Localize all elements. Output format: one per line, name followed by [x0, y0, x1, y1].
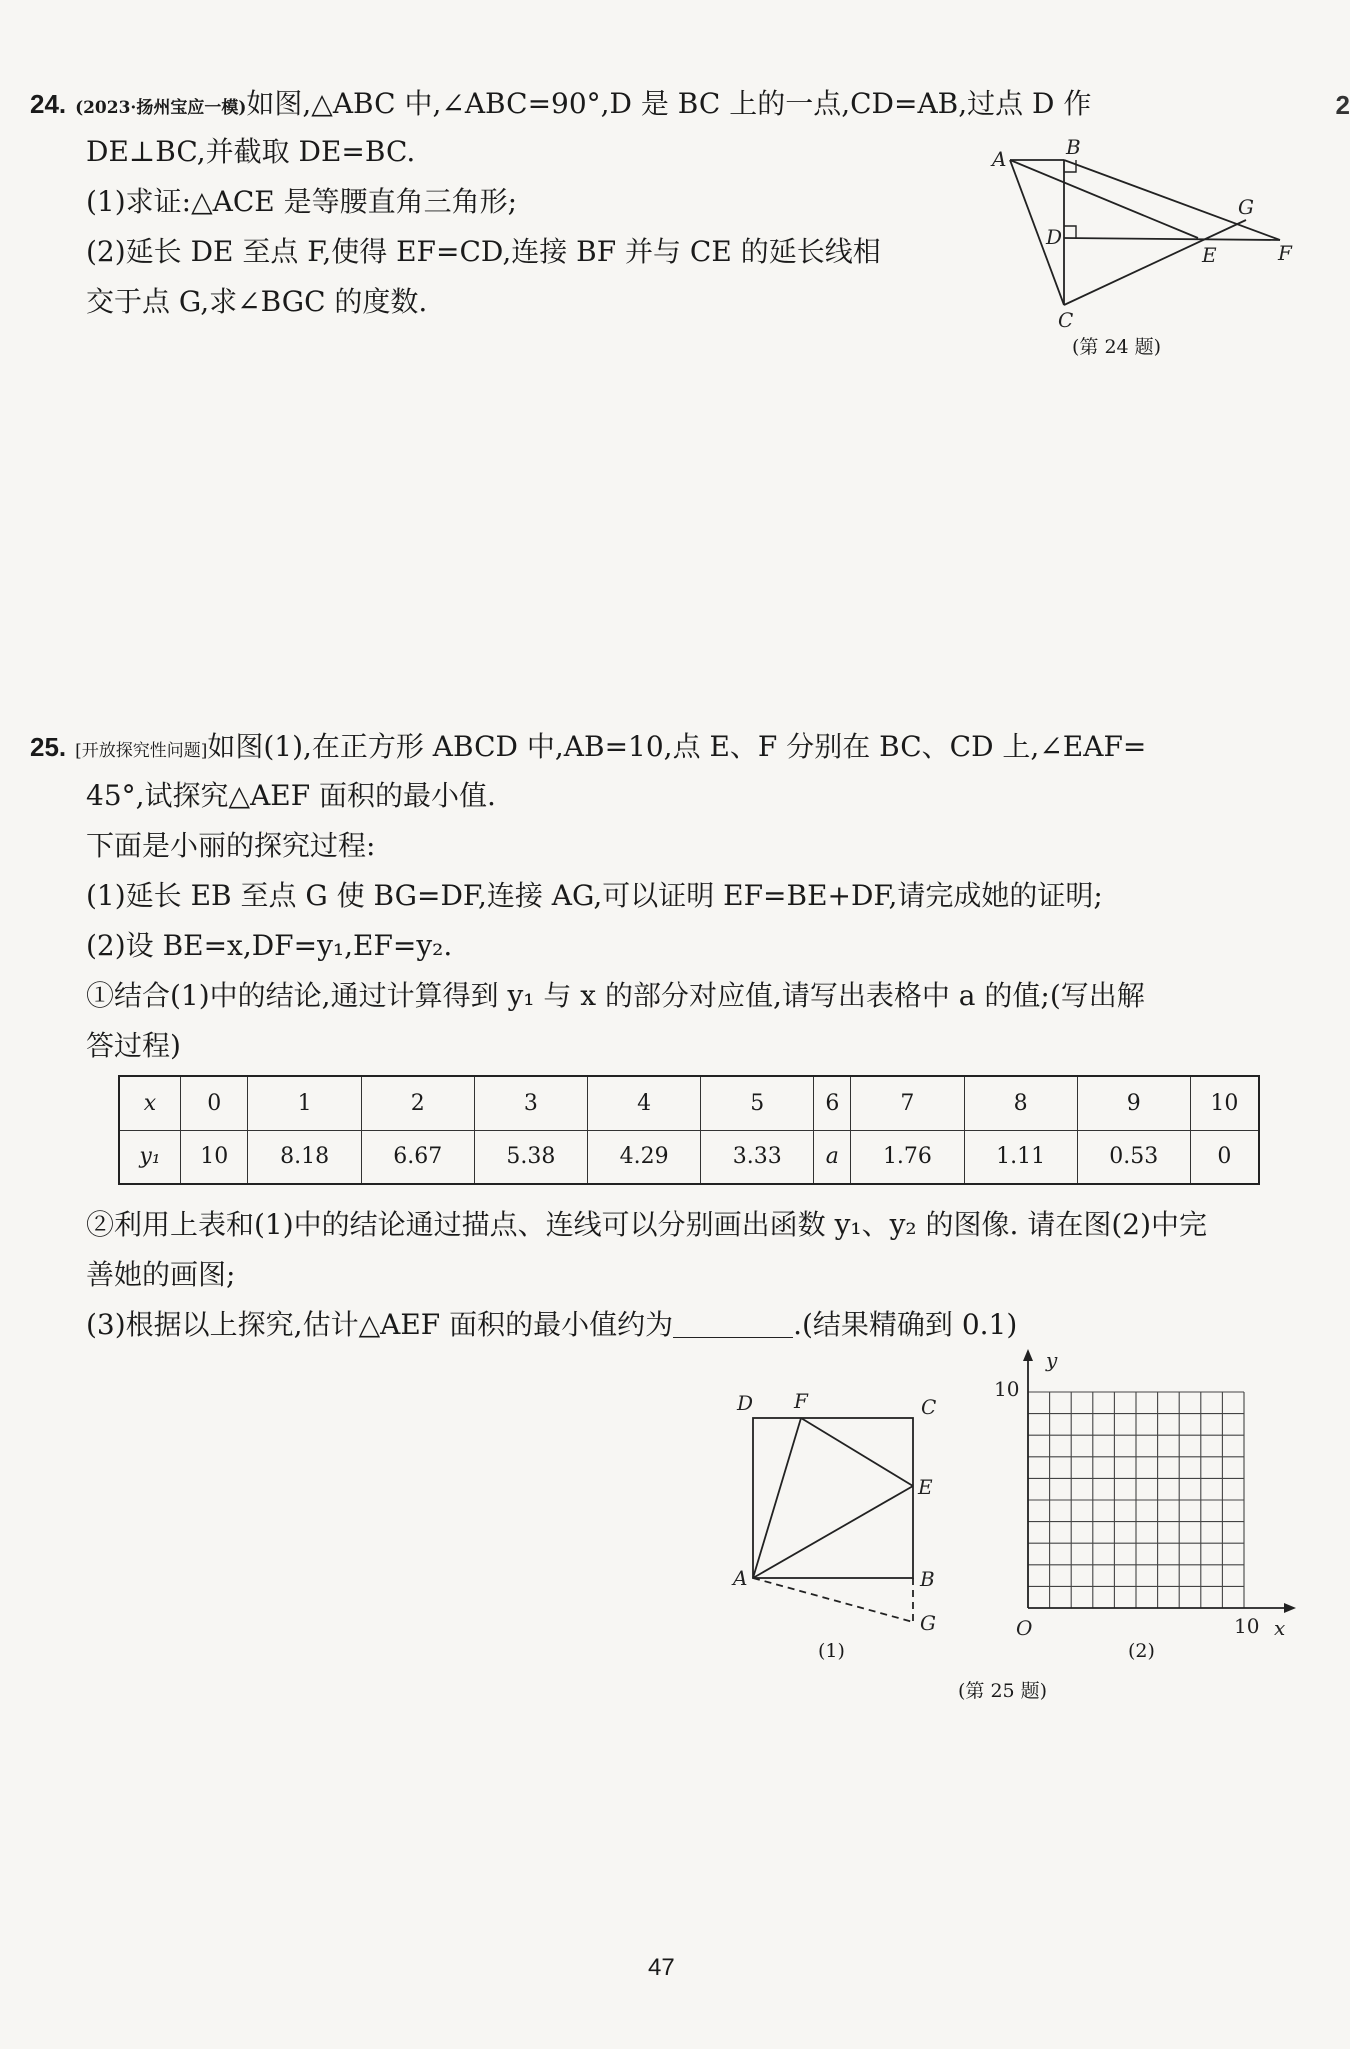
table-cell: 5	[701, 1076, 814, 1130]
table-cell: 6.67	[361, 1130, 474, 1184]
x-axis-label: x	[1274, 1616, 1286, 1640]
table-row	[119, 1130, 1259, 1184]
table-cell: 8	[964, 1076, 1077, 1130]
table-cell: 0	[181, 1076, 248, 1130]
q25-line3: 下面是小丽的探究过程:	[86, 829, 376, 862]
q24-source: (2023·扬州宝应一模)	[75, 98, 247, 118]
table-header-x: x	[119, 1076, 181, 1130]
q25-fig1-caption: (1)	[818, 1640, 845, 1662]
q25-fig1-point-label: D	[737, 1391, 754, 1415]
q24-point-label: D	[1046, 225, 1063, 249]
q25-fig1-point-label: F	[794, 1389, 808, 1413]
grid-lines	[1028, 1392, 1244, 1608]
table-cell: 1	[248, 1076, 361, 1130]
q24-point-label: E	[1202, 243, 1217, 267]
q24-point-label: C	[1058, 308, 1074, 332]
q25-figure-caption: (第 25 题)	[958, 1680, 1048, 1702]
xy-value-table	[118, 1075, 1260, 1185]
table-cell: 3	[474, 1076, 587, 1130]
table-cell: 4	[588, 1076, 701, 1130]
table-cell: 10	[181, 1130, 248, 1184]
q25-fig1-point-label: C	[921, 1395, 937, 1419]
q24-stem-text: 如图,△ABC 中,∠ABC=90°,D 是 BC 上的一点,CD=AB,过点 D 作	[246, 87, 1092, 120]
next-page-fragment: 2	[1335, 90, 1350, 120]
q24-number: 24.	[30, 89, 67, 119]
q25-figure1	[725, 1380, 955, 1640]
q24-part1: (1)求证:△ACE 是等腰直角三角形;	[86, 185, 518, 218]
q25-part1: (1)延长 EB 至点 G 使 BG=DF,连接 AG,可以证明 EF=BE+DF,请完成她的证明;	[86, 879, 1103, 912]
q25-fig1-point-label: G	[920, 1611, 936, 1635]
q25-fig1-point-label: B	[920, 1567, 935, 1591]
table-cell: 1.11	[964, 1130, 1077, 1184]
table-cell: 0.53	[1077, 1130, 1190, 1184]
q25-fig1-point-label: A	[733, 1566, 748, 1590]
q25-part3-suffix: .(结果精确到 0.1)	[793, 1308, 1018, 1341]
table-cell: 7	[851, 1076, 964, 1130]
table-cell: 0	[1190, 1130, 1259, 1184]
q25-sub2a: ②利用上表和(1)中的结论通过描点、连线可以分别画出函数 y₁、y₂ 的图像. 请在图(2)中完	[86, 1208, 1208, 1241]
table-header-y1: y₁	[119, 1130, 181, 1184]
table-cell: 1.76	[851, 1130, 964, 1184]
table-cell-unknown-a: a	[814, 1130, 851, 1184]
q25-figure2-grid	[990, 1345, 1310, 1640]
q25-part2: (2)设 BE=x,DF=y₁,EF=y₂.	[86, 929, 453, 962]
table-cell: 6	[814, 1076, 851, 1130]
q25-sub1a: ①结合(1)中的结论,通过计算得到 y₁ 与 x 的部分对应值,请写出表格中 a 的值;(写出解	[86, 979, 1145, 1012]
q24-point-label: A	[992, 147, 1007, 171]
table-cell: 10	[1190, 1076, 1259, 1130]
page-number: 47	[648, 1954, 675, 1981]
q24-part2b: 交于点 G,求∠BGC 的度数.	[86, 285, 428, 318]
q25-part3	[86, 1305, 1017, 1345]
table-cell: 9	[1077, 1076, 1190, 1130]
y-max-tick-label: 10	[994, 1377, 1020, 1401]
table-row	[119, 1076, 1259, 1130]
y-axis-label: y	[1046, 1348, 1058, 1372]
table-cell: 3.33	[701, 1130, 814, 1184]
q24-line2: DE⊥BC,并截取 DE=BC.	[86, 135, 416, 168]
q24-figure-caption: (第 24 题)	[1072, 336, 1162, 358]
q25-fig1-point-label: E	[918, 1475, 933, 1499]
origin-label: O	[1016, 1616, 1033, 1640]
table-cell: 8.18	[248, 1130, 361, 1184]
q25-line2: 45°,试探究△AEF 面积的最小值.	[86, 779, 496, 812]
q25-sub1b: 答过程)	[86, 1029, 181, 1062]
q25-line1	[30, 727, 1146, 771]
q25-tag: [开放探究性问题]	[75, 741, 208, 761]
answer-blank[interactable]	[673, 1309, 793, 1338]
q25-number: 25.	[30, 732, 67, 762]
q24-point-label: B	[1066, 135, 1081, 159]
q24-line1	[30, 84, 1091, 128]
q24-point-label: F	[1278, 241, 1292, 265]
q24-part2a: (2)延长 DE 至点 F,使得 EF=CD,连接 BF 并与 CE 的延长线相	[86, 235, 881, 268]
x-max-tick-label: 10	[1234, 1614, 1260, 1638]
q25-part3-text: (3)根据以上探究,估计△AEF 面积的最小值约为	[86, 1308, 674, 1341]
table-cell: 5.38	[474, 1130, 587, 1184]
q25-fig2-caption: (2)	[1128, 1640, 1155, 1662]
q24-point-label: G	[1238, 195, 1254, 219]
table-cell: 2	[361, 1076, 474, 1130]
q25-sub2b: 善她的画图;	[86, 1258, 236, 1291]
table-cell: 4.29	[588, 1130, 701, 1184]
q25-stem-text: 如图(1),在正方形 ABCD 中,AB=10,点 E、F 分别在 BC、CD 上,∠EAF=	[207, 730, 1147, 763]
